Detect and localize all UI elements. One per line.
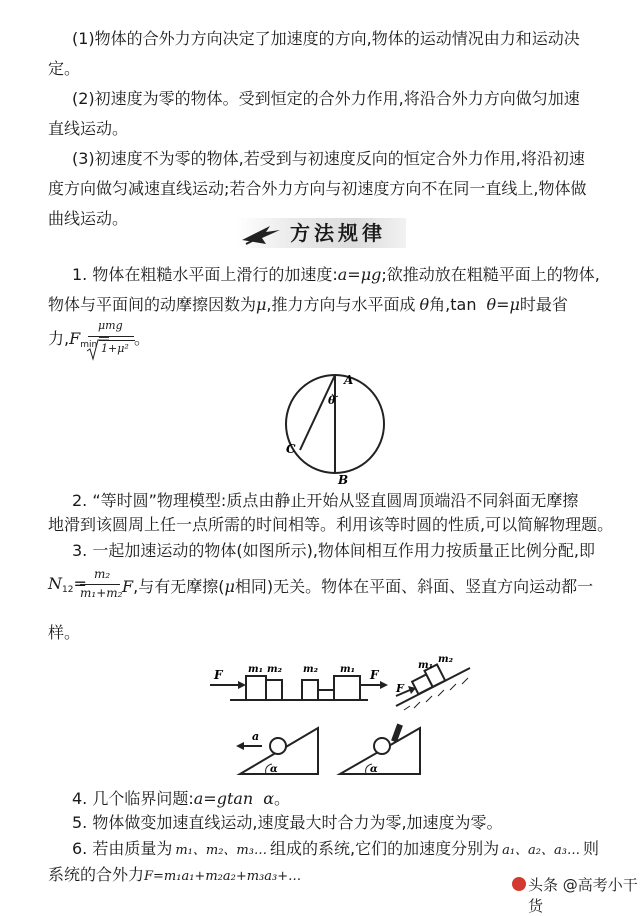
watermark-text: 头条 @高考小干货 <box>528 876 638 915</box>
rule-6-masses: m₁、m₂、m₃… <box>175 843 267 858</box>
rule-1-fraction-bar <box>88 336 134 337</box>
rule-4-formula: a=gtan <box>193 789 254 808</box>
label-f-incline: F <box>396 682 404 695</box>
sqrt-sign-icon <box>86 339 100 361</box>
rule-6-line-1-a: 6. 若由质量为 <box>72 839 173 858</box>
rule-1-line-3-end: 。 <box>134 329 151 348</box>
rule-3-n: N <box>48 574 62 593</box>
para-1-line-2: 定。 <box>48 59 81 78</box>
rule-1-line-1 <box>72 262 600 285</box>
label-alpha-right: α <box>370 764 378 775</box>
rule-6-line-1-b: 组成的系统,它们的加速度分别为 <box>269 839 500 858</box>
rule-1-line-2-d: 时最省 <box>519 295 568 314</box>
block-m1-right <box>334 676 360 700</box>
rule-1-mu: μ <box>256 295 267 314</box>
label-m1-left: m₁ <box>248 664 263 675</box>
rule-4-line <box>72 786 290 809</box>
para-3-line-3: 曲线运动。 <box>48 209 129 228</box>
rule-3-fraction-denominator: m₁+m₂ <box>80 586 123 600</box>
rule-1-fraction-denominator: 1+μ² <box>101 342 129 355</box>
rule-3-fraction-numerator: m₂ <box>94 567 111 581</box>
label-f-left: F <box>214 668 223 682</box>
rule-3-line-1: 3. 一起加速运动的物体(如图所示),物体间相互作用力按质量正比例分配,即 <box>72 541 596 560</box>
rule-1-line-2-c: 角,tan <box>429 295 477 314</box>
label-f-right: F <box>370 668 379 682</box>
para-2-line-1: (2)初速度为零的物体。受到恒定的合外力作用,将沿合外力方向做匀加速 <box>72 89 580 108</box>
rule-1-line-1-prefix: 1. 物体在粗糙水平面上滑行的加速度: <box>72 265 338 284</box>
rule-6-line-1 <box>72 836 599 859</box>
rule-4-alpha: α <box>263 789 275 808</box>
label-c: C <box>286 442 296 456</box>
rule-4-text: 4. 几个临界问题: <box>72 789 194 808</box>
rule-6-line-2 <box>48 862 301 885</box>
connected-blocks-figure <box>200 650 480 780</box>
rule-1-fraction-numerator: μmg <box>98 319 123 332</box>
rule-1-line-2-b: ,推力方向与水平面成 <box>266 295 416 314</box>
label-m1-right: m₁ <box>340 664 355 675</box>
rule-1-line-2-eq: θ=μ <box>486 295 520 314</box>
rule-3-fraction-bar <box>80 584 120 585</box>
rule-6-line-2-a: 系统的合外力 <box>48 865 145 884</box>
rule-2-line-2: 地滑到该圆周上任一点所需的时间相等。利用该等时圆的性质,可以简解物理题。 <box>48 515 614 534</box>
section-header-title: 方法规律 <box>290 221 386 245</box>
block-m1-left <box>246 676 266 700</box>
rule-1-force-f: F <box>69 329 81 348</box>
rule-1-line-3-prefix: 力, <box>48 329 70 348</box>
rule-6-line-1-c: 则 <box>582 839 599 858</box>
para-3-line-2: 度方向做匀减速直线运动;若合外力方向与初速度方向不在同一直线上,物体做 <box>48 179 587 198</box>
rule-1-line-1-suffix: ;欲推动放在粗糙平面上的物体, <box>381 265 600 284</box>
rule-3-line-2-suffix: ,与有无摩擦( <box>133 577 225 596</box>
rule-1-theta: θ <box>419 295 430 314</box>
para-1-line-1: (1)物体的合外力方向决定了加速度的方向,物体的运动情况由力和运动决 <box>72 29 580 48</box>
rule-1-line-3-eq: = <box>97 329 111 348</box>
label-m1-incline: m₁ <box>418 660 433 671</box>
ball-left <box>270 738 286 754</box>
label-m2-right: m₂ <box>303 664 318 675</box>
rule-6-formula: F=m₁a₁+m₂a₂+m₃a₃+… <box>144 869 302 884</box>
label-alpha-left: α <box>270 764 278 775</box>
sqrt-overline <box>99 340 135 341</box>
rule-3-line-2-end: 相同)无关。物体在平面、斜面、竖直方向运动都一 <box>234 577 594 596</box>
rule-1-force-sub: min <box>80 340 98 350</box>
label-m2-incline: m₂ <box>438 654 453 665</box>
rule-1-line-2-a: 物体与平面间的动摩擦因数为 <box>48 295 257 314</box>
arrow-ornament-icon <box>240 220 284 248</box>
rule-3-n-sub: 12 <box>62 585 74 595</box>
label-b: B <box>338 473 349 486</box>
rule-3-force-f: F <box>122 577 134 596</box>
rule-1-line-2 <box>48 292 568 315</box>
rule-4-end: 。 <box>274 789 291 808</box>
para-2-line-2: 直线运动。 <box>48 119 129 138</box>
block-m2-left <box>266 680 282 700</box>
rule-1-formula-a: a=μg <box>337 265 382 284</box>
para-3-line-1: (3)初速度不为零的物体,若受到与初速度反向的恒定合外力作用,将沿初速 <box>72 149 585 168</box>
rule-5-line: 5. 物体做变加速直线运动,速度最大时合力为零,加速度为零。 <box>72 813 503 832</box>
rule-3-eq: = <box>73 574 87 593</box>
label-a: A <box>344 373 354 387</box>
watermark-logo-icon <box>512 877 526 891</box>
label-theta: θ <box>328 394 336 407</box>
equal-time-circle-figure <box>272 368 392 486</box>
rule-3-line-3: 样。 <box>48 623 81 642</box>
rule-6-accels: a₁、a₂、a₃… <box>502 843 580 858</box>
rule-2-line-1: 2. “等时圆”物理模型:质点由静止开始从竖直圆周顶端沿不同斜面无摩擦 <box>72 491 579 510</box>
rule-3-line-2 <box>122 574 593 597</box>
block-m2-right <box>302 680 318 700</box>
rule-3-mu: μ <box>224 577 235 596</box>
label-a: a <box>252 730 260 743</box>
label-m2-left: m₂ <box>267 664 282 675</box>
ball-right <box>374 738 390 754</box>
